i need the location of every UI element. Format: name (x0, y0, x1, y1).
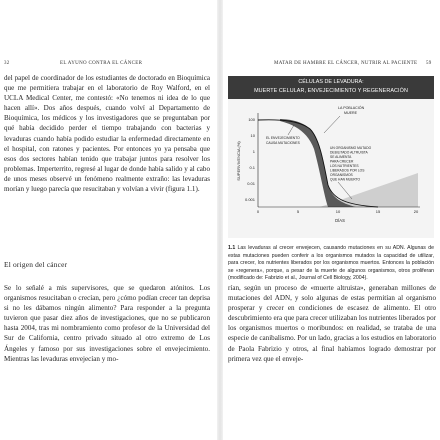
y-tick-label: 1 (252, 149, 255, 154)
paragraph: rían, según un proceso de «muerte altruista», generaban millones de mutaciones del ADN, y solo algunas de estas permitían al organismo prosperar y crecer en condiciones de escasez de alimento. El otro descubrimiento era que para crecer utilizaban los nutrientes liberados por los organismos muertos o moribundos: en realidad, se trataba de una especie de canibalismo. Por un lado, gracias a los estudios en laboratorio de Paola Fabrizio y otros, al final habíamos logrado demostrar por primera vez que el enveje- (228, 284, 436, 363)
annotation-line: LOS NUTRIENTES (330, 164, 359, 168)
annotation-line: MUERE (344, 111, 357, 115)
y-tick-label: 100 (248, 117, 255, 122)
y-axis-label: SUPERVIVENCIA (%) (236, 141, 241, 181)
y-tick-label: 0.1 (249, 165, 255, 170)
x-tick-labels (257, 209, 419, 214)
paragraph: del papel de coordinador de los estudiantes de doctorado en Bioquímica que me permitiera trabajar en el laboratorio de Roy Walford, en el UCLA Medical Center, me contestó: «No tenemos ni idea de lo que hacen allí». Dos años después, cuando volví al Departamento de Bioquímica, los médicos y los investigadores que se preguntaban por qué había decidido perder el tiempo trabajando con bacterias y levaduras cuando había podido estudiar la enfermedad directamente en el hospital, con ratones y pacientes. Por entonces yo ya pensaba que esos dos sectores habían tenido que trabajar juntos para resolver los problemas. Imperterrito, regresé al lugar de donde había salido y al cabo de unos meses observé un fenómeno realmente extraño: las levaduras morían y luego parecía que resucitaban y volvían a vivir (figura 1.1). (4, 74, 210, 194)
caption-text: Las levaduras al crecer envejecen, causando mutaciones en su ADN. Algunas de estas mutaciones pueden conferir a los organismos mutados la capacidad de utilizar, para crecer, los nutrientes liberados por los organismos muertos. Entonces la población se «regenera», porque, a pesar de la muerte de algunos organismos, otros proliferan (modificado de: Fabrizio et al., Journal of Cell Biology, 2004). (228, 245, 434, 281)
y-tick-label: 10 (250, 133, 255, 138)
figure-title-banner (228, 76, 434, 99)
x-tick-label: 10 (335, 209, 341, 214)
running-head: EL AYUNO CONTRA EL CÁNCER (60, 61, 143, 66)
annotation-line: CAUSA MUTACIONES (266, 141, 300, 145)
paragraph: Se lo señalé a mis supervisores, que se quedaron atónitos. Los organismos resucitaban o crecían, pero ¿cómo podían crecer tan deprisa si no les dábamos ningún alimento? Para responder a la pregunta tuvieron que pasar diez años de investigaciones, que no se publicaron hasta 2004, tras mi nombramiento como profesor de la Universidad del Sur de California, centro privado situado al otro extremo de Los Ángeles y famoso por sus investigaciones sobre el envejecimiento. Mientras las levaduras envejecían y mo- (4, 284, 210, 363)
annotation-line: LA POBLACIÓN (338, 106, 365, 110)
annotation-line: UN ORGANISMO MUTADO (330, 146, 372, 150)
x-tick-label: 15 (375, 209, 381, 214)
x-tick-label: 20 (413, 209, 419, 214)
annotation-line: SE ALIMENTA (330, 155, 352, 159)
body-text (4, 73, 210, 194)
annotation-line: LIBERADOS POR LOS (330, 168, 365, 173)
y-tick-label: 0.01 (247, 181, 255, 186)
caption-label: 1.1 (228, 245, 236, 251)
figure-caption (228, 245, 434, 283)
right-page (226, 0, 440, 440)
x-tick-label: 0 (256, 209, 260, 214)
figure (228, 76, 434, 238)
annotation-line: DEBILITADO ALTRUISTA (330, 150, 368, 155)
y-tick-label: 0.001 (244, 197, 255, 202)
body-text (228, 283, 436, 364)
annotation-line: QUE HAN MUERTO (330, 177, 361, 182)
annotation-population-dies (324, 105, 365, 133)
x-axis-label: DÍAS (335, 218, 345, 223)
annotation-line: EL ENVEJECIMIENTO (266, 136, 300, 140)
annotation-altruistic-mutant (330, 146, 372, 199)
survival-diagram (228, 99, 434, 238)
y-tick-labels (245, 117, 256, 202)
page-number: 32 (4, 61, 10, 66)
page-number: 59 (426, 61, 432, 66)
section-title: El origen del cáncer (4, 260, 68, 269)
annotation-line: ORGANISMOS (330, 173, 353, 177)
figure-title: CÉLULAS DE LEVADURA: (298, 79, 364, 85)
left-page (0, 0, 214, 440)
running-head: MATAR DE HAMBRE EL CÁNCER, NUTRIR AL PACIENTE (274, 61, 418, 66)
x-tick-label: 5 (296, 209, 300, 214)
annotation-aging-mutations (266, 125, 301, 145)
book-gutter (217, 0, 223, 440)
body-text (4, 283, 210, 364)
figure-subtitle: MUERTE CELULAR, ENVEJECIMIENTO Y REGENERACIÓN (254, 88, 408, 94)
annotation-line: PARA CRECER (330, 159, 354, 164)
